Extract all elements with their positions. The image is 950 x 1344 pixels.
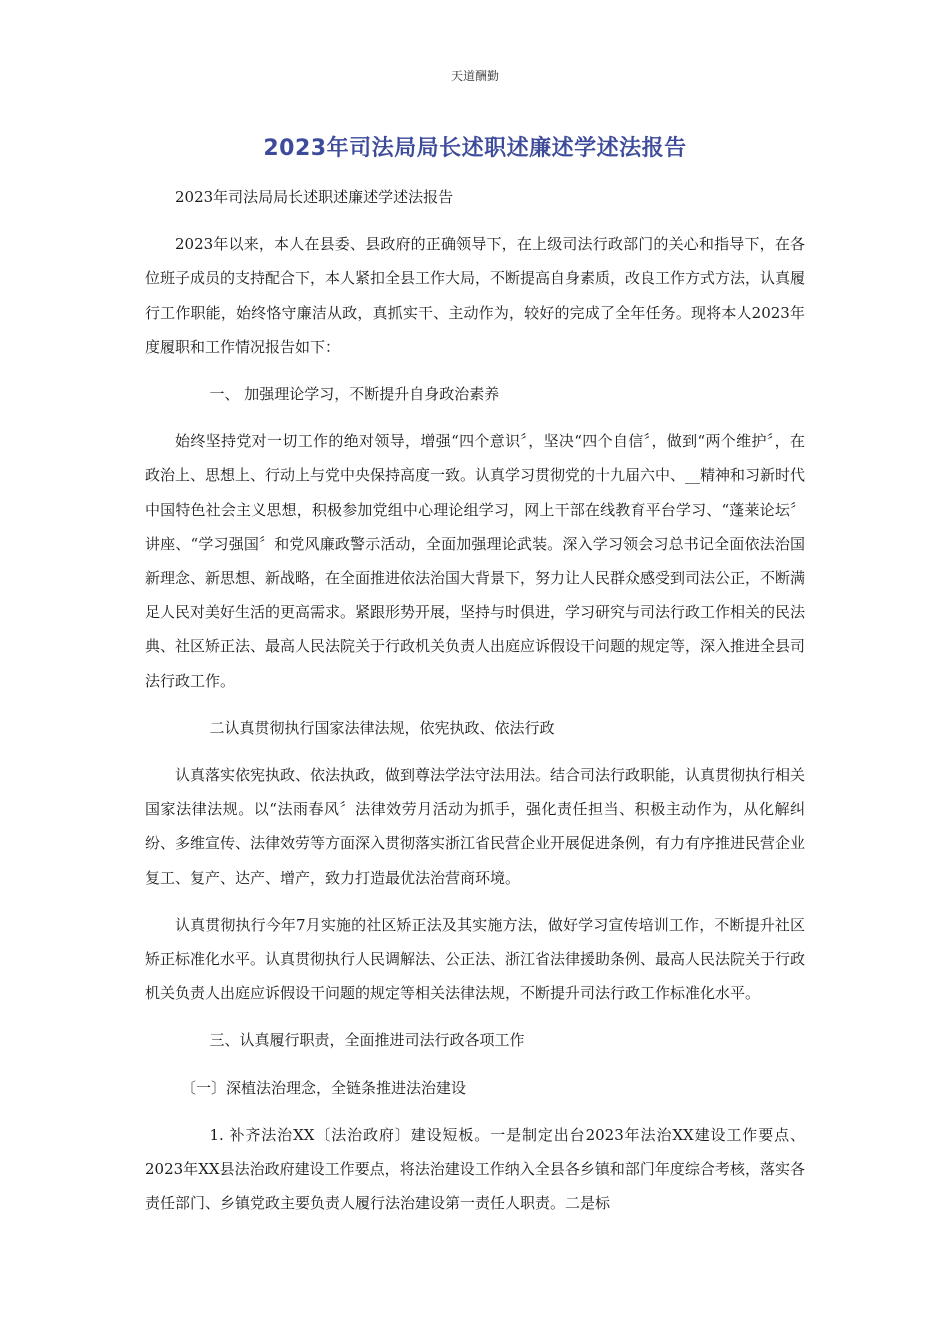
section-heading-3: 三、认真履行职责，全面推进司法行政各项工作 bbox=[209, 1031, 525, 1050]
paragraph-theory: 始终坚持党对一切工作的绝对领导，增强“四个意识〞，坚决“四个自信〞，做到“两个维护〞，在政治上、思想上、行动上与党中央保持高度一致。认真学习贯彻党的十九届六中、__精神和习新时代中国特色社会主义思想，积极参加党组中心理论组学习，网上干部在线教育平台学习、“蓬莱论坛〞讲座、“学习强国〞和党风廉政警示活动，全面加强理论武装。深入学习领会习总书记全面依法治国新理念、新思想、新战略，在全面推进依法治国大背景下，努力让人民群众感受到司法公正，不断满足人民对美好生活的更高需求。紧跟形势开展，坚持与时俱进，学习研究与司法行政工作相关的民法典、社区矫正法、最高人民法院关于行政机关负责人出庭应诉假设干问题的规定等，深入推进全县司法行政工作。 bbox=[145, 432, 806, 690]
paragraph-intro: 2023年以来，本人在县委、县政府的正确领导下，在上级司法行政部门的关心和指导下，在各位班子成员的支持配合下，本人紧扣全县工作大局，不断提高自身素质，改良工作方式方法，认真履行工作职能，始终恪守廉洁从政，真抓实干、主动作为，较好的完成了全年任务。现将本人2023年度履职和工作情况报告如下： bbox=[145, 235, 806, 356]
paragraph-item-1: 1. 补齐法治XX〔法治政府〕建设短板。一是制定出台2023年法治XX建设工作要点、2023年XX县法治政府建设工作要点，将法治建设工作纳入全县各乡镇和部门年度综合考核，落实各责任部门、乡镇党政主要负责人履行法治建设第一责任人职责。二是标 bbox=[145, 1125, 805, 1213]
paragraph-law-2: 认真贯彻执行今年7月实施的社区矫正法及其实施方法，做好学习宣传培训工作，不断提升社区矫正标准化水平。认真贯彻执行人民调解法、公正法、浙江省法律援助条例、最高人民法院关于行政机关负责人出庭应诉假设干问题的规定等相关法律法规，不断提升司法行政工作标准化水平。 bbox=[145, 915, 806, 1003]
section-heading-2: 二认真贯彻执行国家法律法规，依宪执政、依法行政 bbox=[209, 718, 555, 737]
paragraph-law-1: 认真落实依宪执政、依法执政，做到尊法学法守法用法。结合司法行政职能，认真贯彻执行相关国家法律法规。以“法雨春风〞法律效劳月活动为抓手，强化责任担当、积极主动作为，从化解纠纷、多维宣传、法律效劳等方面深入贯彻落实浙江省民营企业开展促进条例，有力有序推进民营企业复工、复产、达产、增产，致力打造最优法治营商环境。 bbox=[145, 766, 806, 887]
section-heading-1: 一、 加强理论学习，不断提升自身政治素养 bbox=[209, 385, 500, 404]
document-title: 2023年司法局局长述职述廉述学述法报告 bbox=[263, 136, 687, 161]
page-header: 天道酬勤 bbox=[450, 69, 499, 83]
subsection-heading-1: 〔一〕深植法治理念，全链条推进法治建设 bbox=[181, 1078, 467, 1097]
document-subtitle: 2023年司法局局长述职述廉述学述法报告 bbox=[175, 188, 454, 206]
document-body bbox=[145, 180, 805, 1233]
